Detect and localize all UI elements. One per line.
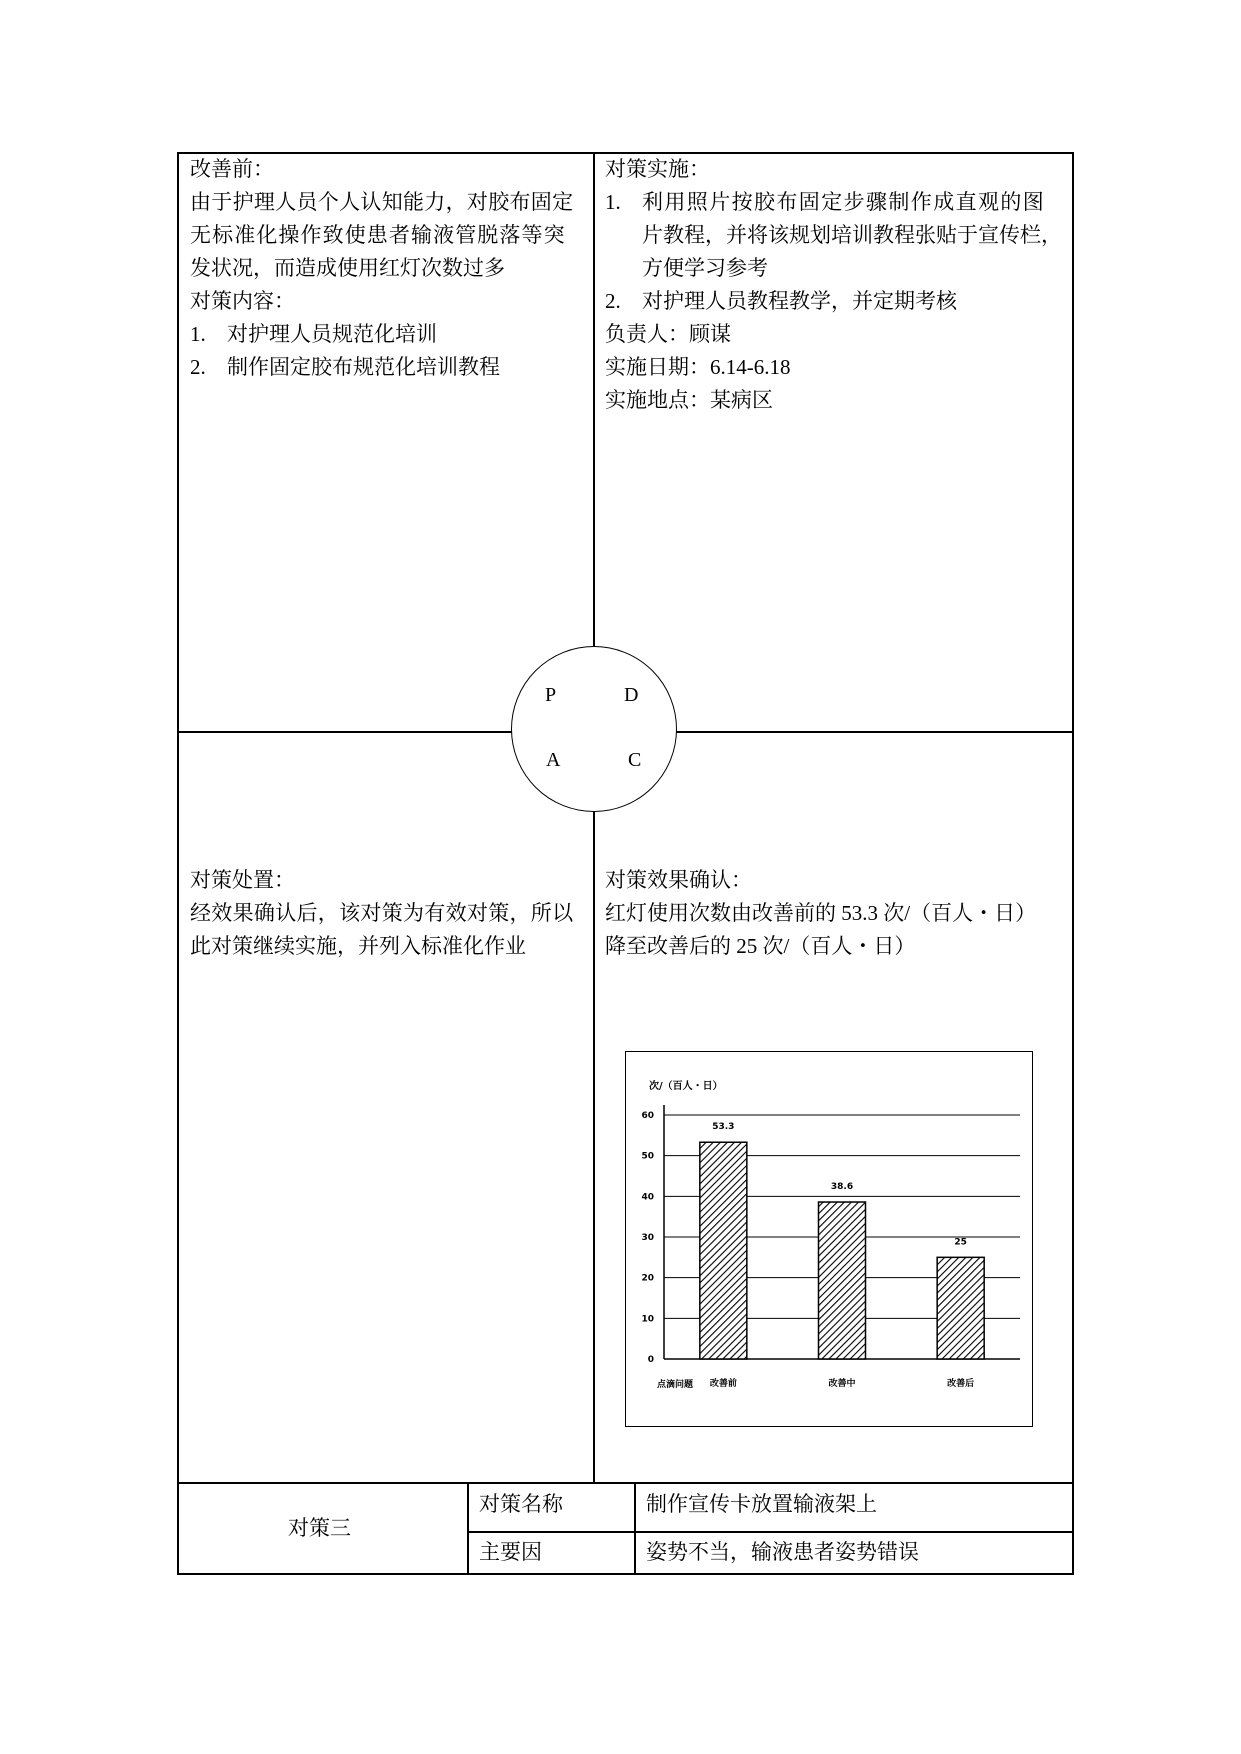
do-item-number: 2. (605, 289, 621, 313)
plan-measure-item (190, 318, 580, 351)
plan-measures-heading: 对策内容： (190, 289, 295, 313)
plan-paragraph-line-2: 无标准化操作致使患者输液管脱落等突 (190, 223, 566, 247)
plan-paragraph-line-3: 发状况，而造成使用红灯次数过多 (190, 256, 505, 280)
chart-y-tick-label: 30 (641, 1233, 654, 1243)
check-line-1: 红灯使用次数由改善前的 53.3 次/（百人・日） (605, 901, 1037, 925)
footer-row-value: 姿势不当，输液患者姿势错误 (646, 1540, 919, 1564)
do-item (605, 186, 1065, 285)
plan-measure-number: 2. (190, 355, 206, 379)
footer-row-value: 制作宣传卡放置输液架上 (646, 1492, 877, 1516)
chart-value-label: 53.3 (712, 1122, 735, 1133)
do-date: 实施日期：6.14-6.18 (605, 355, 791, 379)
do-owner: 负责人：顾谋 (605, 322, 731, 346)
check-heading: 对策效果确认： (605, 868, 752, 892)
chart-y-tick-label: 60 (641, 1111, 654, 1121)
do-item-number: 1. (605, 190, 621, 214)
pdca-letter-a: A (546, 749, 561, 771)
do-item-line-1: 利用照片按胶布固定步骤制作成直观的图 (642, 190, 1046, 214)
chart-bars (700, 1142, 984, 1359)
footer-row-label: 对策名称 (479, 1492, 563, 1516)
chart-value-label: 25 (954, 1237, 967, 1248)
chart-category-label: 改善前 (709, 1379, 737, 1389)
pdca-circle (511, 646, 677, 812)
plan-heading: 改善前： (190, 157, 274, 181)
chart-y-tick-label: 20 (641, 1273, 654, 1284)
footer-col-divider-1 (467, 1482, 469, 1574)
chart-y-tick-label: 50 (641, 1151, 654, 1162)
chart-y-tick-label: 10 (641, 1314, 654, 1325)
chart-bar (937, 1257, 984, 1359)
chart-x-categories (710, 1377, 974, 1389)
footer-row-label: 主要因 (479, 1540, 542, 1564)
chart-category-label: 改善中 (828, 1379, 856, 1389)
footer-top-border (177, 1482, 1073, 1484)
chart-value-label: 38.6 (830, 1182, 854, 1193)
do-item (605, 285, 1065, 318)
footer-row-divider (467, 1531, 1073, 1533)
do-item-line-3: 方便学习参考 (642, 256, 768, 280)
check-line-2: 降至改善后的 25 次/（百人・日） (605, 934, 916, 958)
plan-measure-text: 制作固定胶布规范化培训教程 (227, 355, 500, 379)
chart-y-ticks (641, 1111, 654, 1365)
act-heading: 对策处置： (190, 868, 295, 892)
table-left-border (177, 152, 179, 1575)
chart-x-axis-label: 点滴问题 (657, 1380, 694, 1390)
do-item-line-2: 片教程，并将该规划培训教程张贴于宣传栏， (642, 223, 1062, 247)
plan-measure-text: 对护理人员规范化培训 (227, 322, 437, 346)
plan-measure-number: 1. (190, 322, 206, 346)
act-line-1: 经效果确认后，该对策为有效对策，所以 (190, 901, 574, 925)
chart-y-tick-label: 0 (647, 1355, 654, 1365)
footer-title: 对策三 (288, 1516, 351, 1540)
do-heading: 对策实施： (605, 157, 710, 181)
act-line-2: 此对策继续实施，并列入标准化作业 (190, 934, 526, 958)
plan-measure-item (190, 351, 580, 384)
do-item-line-1: 对护理人员教程教学，并定期考核 (642, 289, 957, 313)
pdca-letter-p: P (545, 684, 557, 706)
chart-y-tick-label: 40 (641, 1192, 654, 1203)
do-place: 实施地点：某病区 (605, 388, 773, 412)
chart-y-axis-label: 次/（百人・日） (649, 1081, 723, 1092)
quadrant-vertical-divider (593, 152, 595, 1483)
plan-paragraph-line-1: 由于护理人员个人认知能力，对胶布固定 (190, 190, 574, 214)
chart-category-label: 改善后 (947, 1379, 975, 1389)
table-right-border (1072, 152, 1074, 1575)
effect-bar-chart (625, 1051, 1033, 1427)
chart-svg (626, 1052, 1034, 1428)
chart-bar (819, 1202, 866, 1359)
footer-col-divider-2 (634, 1482, 636, 1574)
pdca-letter-c: C (628, 749, 642, 771)
table-bottom-border (177, 1573, 1073, 1575)
pdca-letter-d: D (624, 684, 639, 706)
chart-bar (700, 1142, 747, 1359)
